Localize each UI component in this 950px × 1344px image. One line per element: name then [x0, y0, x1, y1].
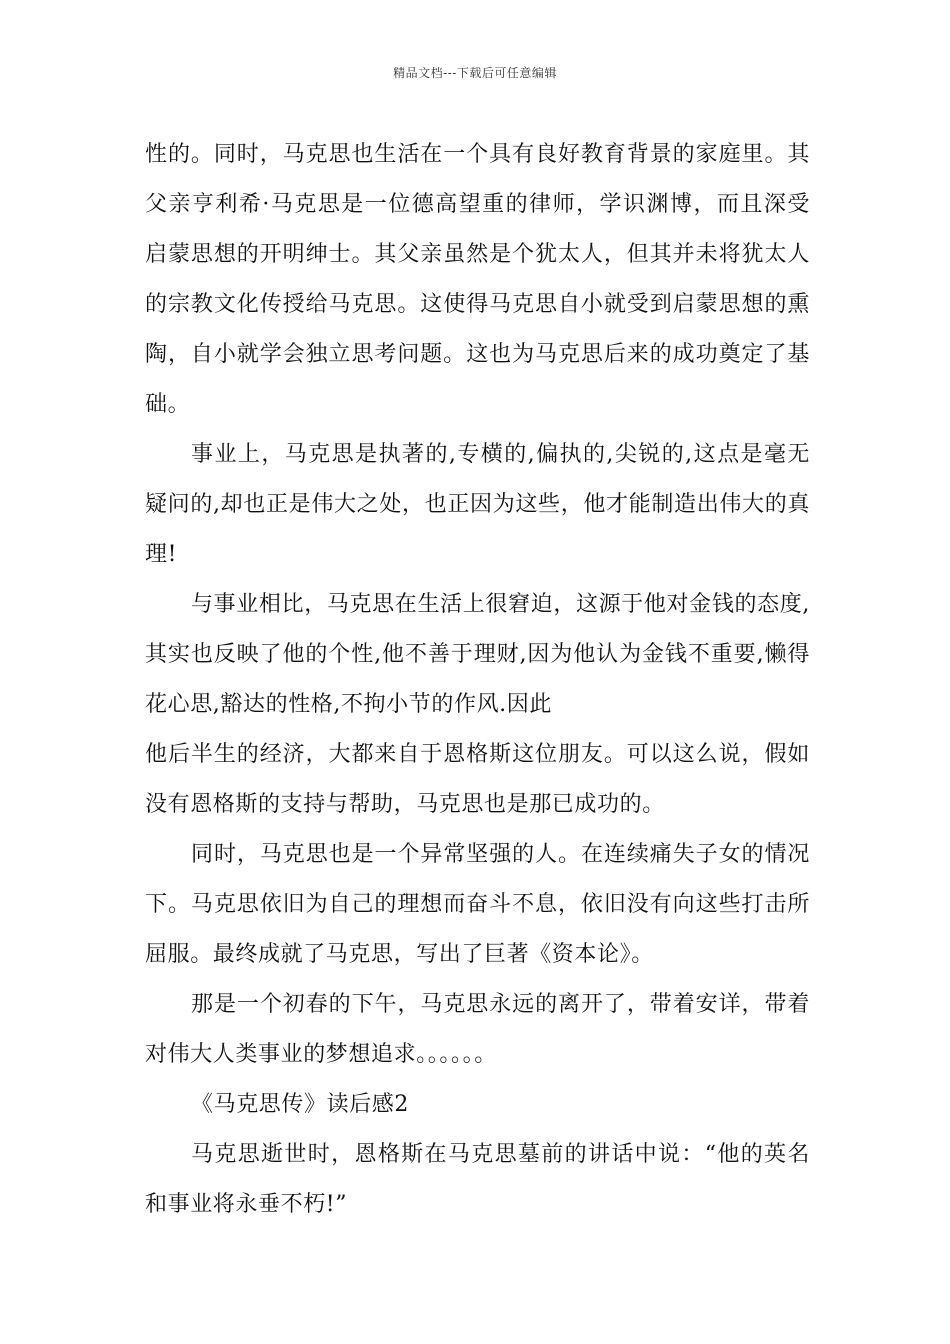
text-line: 陶，自小就学会独立思考问题。这也为马克思后来的成功奠定了基: [145, 342, 810, 367]
text-line: 事业上，马克思是执著的,专横的,偏执的,尖锐的,这点是毫无: [191, 442, 810, 467]
text-line: 础。: [145, 392, 191, 417]
text-line: 和事业将永垂不朽!”: [145, 1192, 348, 1217]
text-line: 下。马克思依旧为自己的理想而奋斗不息，依旧没有向这些打击所: [145, 892, 810, 917]
text-line: 马克思逝世时，恩格斯在马克思墓前的讲话中说：“他的英名: [191, 1142, 810, 1167]
text-line: 同时，马克思也是一个异常坚强的人。在连续痛失子女的情况: [191, 842, 810, 867]
text-line: 他后半生的经济，大都来自于恩格斯这位朋友。可以这么说，假如: [145, 742, 810, 767]
text-line: 没有恩格斯的支持与帮助，马克思也是那已成功的。: [145, 792, 665, 817]
text-line: 性的。同时，马克思也生活在一个具有良好教育背景的家庭里。其: [145, 142, 810, 167]
text-line: 启蒙思想的开明绅士。其父亲虽然是个犹太人，但其并未将犹太人: [145, 242, 810, 267]
text-line: 花心思,豁达的性格,不拘小节的作风.因此: [145, 692, 552, 717]
text-line: 理!: [145, 542, 178, 567]
text-line: 疑问的,却也正是伟大之处，也正因为这些，他才能制造出伟大的真: [145, 492, 810, 517]
text-line: 屈服。最终成就了马克思，写出了巨著《资本论》。: [145, 942, 654, 967]
text-line: 的宗教文化传授给马克思。这使得马克思自小就受到启蒙思想的熏: [145, 292, 810, 317]
text-line: 《马克思传》读后感2: [191, 1092, 409, 1117]
text-line: 其实也反映了他的个性,他不善于理财,因为他认为金钱不重要,懒得: [145, 642, 810, 667]
document-body: [145, 130, 810, 1230]
page-header: 精品文档---下载后可任意编辑: [393, 66, 557, 80]
text-line: 对伟大人类事业的梦想追求。。。。。。: [145, 1042, 497, 1067]
text-line: 与事业相比，马克思在生活上很窘迫，这源于他对金钱的态度,: [191, 592, 810, 617]
text-line: 父亲亨利希·马克思是一位德高望重的律师，学识渊博，而且深受: [145, 192, 810, 217]
text-line: 那是一个初春的下午，马克思永远的离开了，带着安详，带着: [191, 992, 810, 1017]
